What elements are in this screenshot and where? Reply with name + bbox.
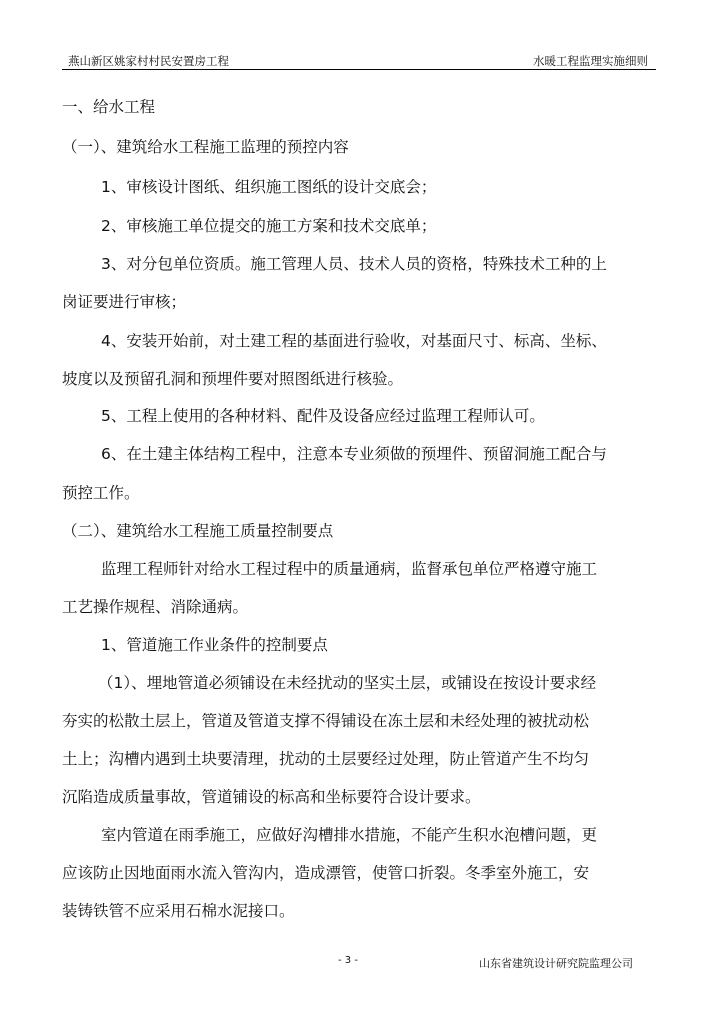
page-number: - 3 -	[338, 955, 358, 966]
subsection-heading: （二）、建筑给水工程施工质量控制要点	[62, 522, 334, 540]
paragraph-line: 装铸铁管不应采用石棉水泥接口。	[62, 902, 295, 920]
section-heading: 一、给水工程	[62, 98, 156, 116]
header-divider	[62, 69, 656, 70]
header-project-title: 燕山新区姚家村村民安置房工程	[68, 54, 229, 68]
footer-organization: 山东省建筑设计研究院监理公司	[479, 957, 633, 970]
paragraph-line: 3、对分包单位资质。施工管理人员、技术人员的资格，特殊技术工种的上	[101, 255, 607, 273]
paragraph-line: 监理工程师针对给水工程过程中的质量通病，监督承包单位严格遵守施工	[101, 560, 598, 578]
paragraph-line: 6、在土建主体结构工程中，注意本专业须做的预埋件、预留洞施工配合与	[101, 445, 607, 463]
paragraph-line: 沉陷造成质量事故，管道铺设的标高和坐标要符合设计要求。	[62, 788, 481, 806]
paragraph-line: 应该防止因地面雨水流入管沟内，造成漂管，使管口折裂。冬季室外施工，安	[62, 864, 590, 882]
paragraph-line: 2、审核施工单位提交的施工方案和技术交底单；	[101, 217, 437, 235]
paragraph-line: 土上；沟槽内遇到土块要清理，扰动的土层要经过处理，防止管道产生不均匀	[62, 750, 590, 768]
paragraph-line: 工艺操作规程、消除通病。	[62, 598, 249, 616]
paragraph-line: 预控工作。	[62, 484, 140, 502]
paragraph-line: 夯实的松散土层上，管道及管道支撑不得铺设在冻土层和未经处理的被扰动松	[62, 712, 590, 730]
paragraph-line: 岗证要进行审核；	[62, 293, 187, 311]
paragraph-line: 室内管道在雨季施工，应做好沟槽排水措施，不能产生积水泡槽问题，更	[101, 826, 598, 844]
paragraph-line: 1、管道施工作业条件的控制要点	[101, 636, 328, 654]
paragraph-line: 4、安装开始前，对土建工程的基面进行验收，对基面尺寸、标高、坐标、	[101, 332, 607, 350]
header-document-title: 水暖工程监理实施细则	[533, 54, 648, 68]
paragraph-line: 坡度以及预留孔洞和预埋件要对照图纸进行核验。	[62, 370, 404, 388]
subsection-heading: （一）、建筑给水工程施工监理的预控内容	[62, 138, 349, 156]
paragraph-line: （1）、埋地管道必须铺设在未经扰动的坚实土层，或铺设在按设计要求经	[98, 674, 597, 692]
paragraph-line: 1、审核设计图纸、组织施工图纸的设计交底会；	[101, 178, 437, 196]
paragraph-line: 5、工程上使用的各种材料、配件及设备应经过监理工程师认可。	[101, 407, 545, 425]
